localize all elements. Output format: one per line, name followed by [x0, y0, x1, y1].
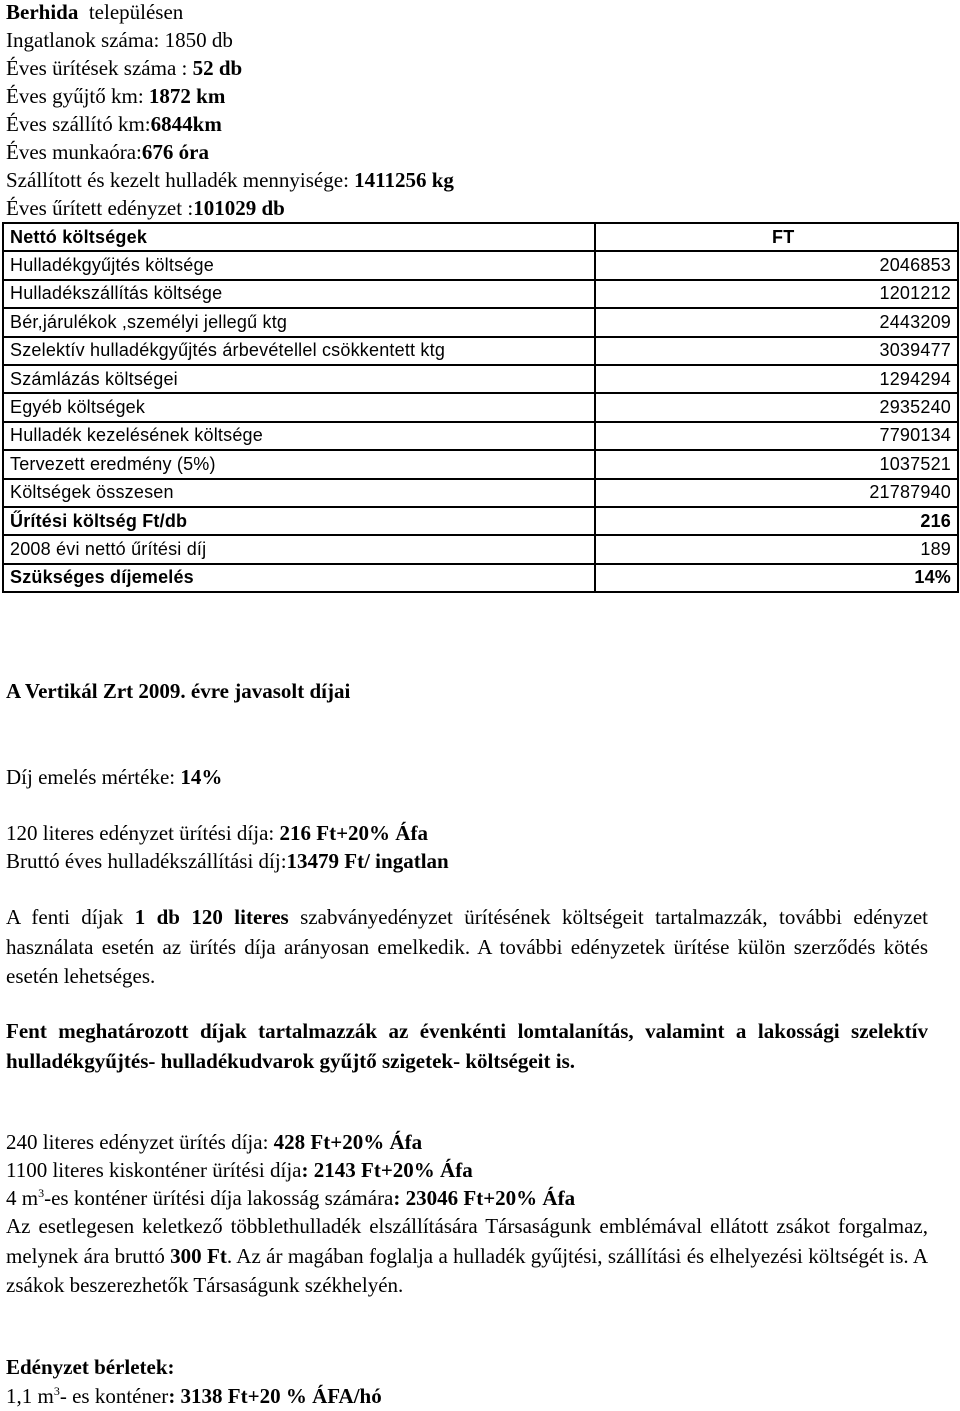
properties-count-line	[6, 28, 233, 52]
fee-4m3-label-pre: 4 m	[6, 1186, 39, 1210]
fee-increase-label: Díj emelés mértéke:	[6, 765, 176, 789]
row-label: Hulladék kezelésének költsége	[3, 422, 595, 450]
rental-title-line	[6, 1355, 175, 1379]
collection-km-value: 1872 km	[148, 84, 226, 108]
emptied-containers-value: 101029 db	[193, 196, 285, 220]
settlement-line	[6, 0, 183, 24]
rental-fee-line	[6, 1384, 382, 1408]
fee-240-line	[6, 1130, 422, 1154]
row-label: Tervezett eredmény (5%)	[3, 450, 595, 478]
cost-table	[2, 222, 959, 593]
fee-4m3-value: : 23046 Ft+20% Áfa	[393, 1186, 576, 1210]
paragraph-included-services	[6, 1017, 928, 1076]
paragraph-extra-waste	[6, 1212, 928, 1301]
collection-km-line	[6, 84, 225, 108]
cost-table-header	[3, 223, 958, 251]
table-row	[3, 308, 958, 336]
para3-text-start: Az esetlegesen keletkező többlethulladék elszállítására Társaságunk emblémával ellátott zsákot forgalmaz, melynek ára bruttó	[6, 1214, 928, 1268]
collection-km-label: Éves gyűjtő km:	[6, 84, 144, 108]
row-value: 1037521	[595, 450, 958, 478]
para1-text-end: szabványedényzet ürítésének költségeit tartalmazzák, további edényzet használata esetén az ürítés díja arányosan emelkedik. A további edényzetek ürítése külön szerződés kötés esetén lehetséges.	[6, 905, 929, 988]
paragraph-fees-info	[6, 903, 928, 992]
emptied-containers-label: Éves űrített edényzet :	[6, 196, 194, 220]
section-title-text: A Vertikál Zrt 2009. évre javasolt díjai	[6, 679, 351, 703]
gross-annual-label: Bruttó éves hulladékszállítási díj:	[6, 849, 287, 873]
waste-quantity-label: Szállított és kezelt hulladék mennyisége:	[6, 168, 349, 192]
row-label: Egyéb költségek	[3, 393, 595, 421]
properties-count-label: Ingatlanok száma:	[6, 28, 160, 52]
fee-1100-line	[6, 1158, 473, 1182]
row-value: 14%	[595, 564, 958, 592]
row-label: Bér,járulékok ,személyi jellegű ktg	[3, 308, 595, 336]
para2-text: Fent meghatározott díjak tartalmazzák az évenkénti lomtalanítás, valamint a lakossági szelektív hulladékgyűjtés- hulladékudvarok gyűjtő szigetek- költségeit is.	[6, 1019, 928, 1073]
row-label: 2008 évi nettó űrítési díj	[3, 535, 595, 563]
table-row	[3, 479, 958, 507]
fee-4m3-label-post: -es konténer ürítési díja lakosság számára	[44, 1186, 394, 1210]
row-value: 2935240	[595, 393, 958, 421]
table-row	[3, 422, 958, 450]
row-value: 3039477	[595, 337, 958, 365]
row-value: 2443209	[595, 308, 958, 336]
fee-120-line	[6, 821, 428, 845]
rental-label-pre: 1,1 m	[6, 1384, 54, 1408]
emptied-containers-line	[6, 196, 285, 220]
transport-km-label: Éves szállító km:	[6, 112, 151, 136]
fee-120-value: 216 Ft+20% Áfa	[279, 821, 428, 845]
row-value: 1201212	[595, 280, 958, 308]
cost-header-unit: FT	[595, 223, 958, 251]
row-label: Szükséges díjemelés	[3, 564, 595, 592]
properties-count-value: 1850 db	[164, 28, 233, 52]
para1-text-start: A fenti díjak	[6, 905, 135, 929]
table-row	[3, 365, 958, 393]
row-label: Szelektív hulladékgyűjtés árbevétellel csökkentett ktg	[3, 337, 595, 365]
transport-km-line	[6, 112, 222, 136]
row-value: 216	[595, 507, 958, 535]
waste-quantity-value: 1411256 kg	[354, 168, 454, 192]
annual-emptyings-value: 52 db	[192, 56, 243, 80]
fee-1100-label: 1100 literes kiskonténer ürítési díja	[6, 1158, 302, 1182]
rental-sup: 3	[53, 1384, 60, 1398]
waste-quantity-line	[6, 168, 454, 192]
row-value: 1294294	[595, 365, 958, 393]
table-row	[3, 337, 958, 365]
row-value: 189	[595, 535, 958, 563]
fee-increase-line	[6, 765, 222, 789]
para3-text-end: . Az ár magában foglalja a hulladék gyűjtési, szállítási és elhelyezési költségét is. A zsákok beszerezhetők Társaságunk székhelyén.	[6, 1243, 928, 1297]
table-row	[3, 280, 958, 308]
row-value: 2046853	[595, 251, 958, 279]
settlement-name: Berhida	[6, 0, 79, 24]
row-value: 7790134	[595, 422, 958, 450]
para1-bold: 1 db 120 literes	[134, 905, 289, 929]
fee-4m3-line	[6, 1186, 575, 1210]
fee-1100-value: : 2143 Ft+20% Áfa	[301, 1158, 473, 1182]
row-label: Hulladékgyűjtés költsége	[3, 251, 595, 279]
fee-increase-value: 14%	[180, 765, 223, 789]
settlement-suffix: településen	[88, 0, 184, 24]
table-row	[3, 535, 958, 563]
table-row	[3, 450, 958, 478]
para3-bold: 300 Ft	[170, 1243, 227, 1268]
work-hours-line	[6, 140, 209, 164]
table-row	[3, 564, 958, 592]
work-hours-value: 676 óra	[141, 140, 209, 164]
annual-emptyings-line	[6, 56, 242, 80]
table-row	[3, 393, 958, 421]
row-label: Űrítési költség Ft/db	[3, 507, 595, 535]
fee-4m3-sup: 3	[38, 1186, 45, 1200]
section-title	[6, 679, 350, 703]
fee-240-label: 240 literes edényzet ürítés díja:	[6, 1130, 269, 1154]
fee-120-label: 120 literes edényzet ürítési díja:	[6, 821, 275, 845]
gross-annual-line	[6, 849, 449, 873]
cost-header-label: Nettó költségek	[3, 223, 595, 251]
rental-label-post: - es konténer	[59, 1384, 169, 1408]
transport-km-value: 6844km	[150, 112, 222, 136]
table-row	[3, 251, 958, 279]
gross-annual-value: 13479 Ft/ ingatlan	[286, 849, 449, 873]
table-row	[3, 507, 958, 535]
rental-value: : 3138 Ft+20 % ÁFA/hó	[168, 1384, 382, 1408]
row-value: 21787940	[595, 479, 958, 507]
fee-240-value: 428 Ft+20% Áfa	[273, 1130, 423, 1154]
row-label: Költségek összesen	[3, 479, 595, 507]
row-label: Hulladékszállítás költsége	[3, 280, 595, 308]
rental-title: Edényzet bérletek:	[6, 1355, 175, 1379]
work-hours-label: Éves munkaóra:	[6, 140, 142, 164]
row-label: Számlázás költségei	[3, 365, 595, 393]
annual-emptyings-label: Éves ürítések száma :	[6, 56, 188, 80]
